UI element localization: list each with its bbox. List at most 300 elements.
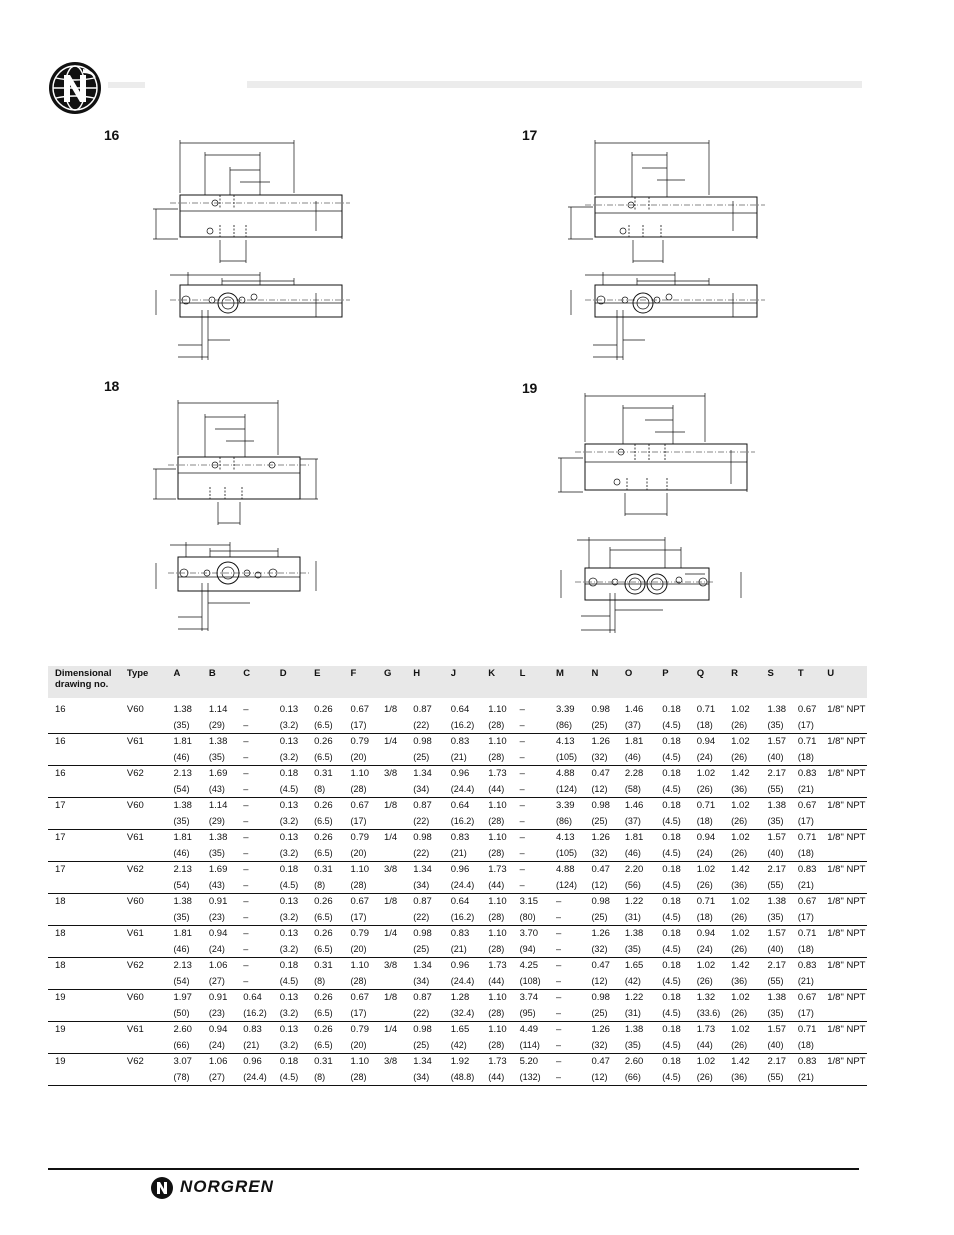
table-cell (344, 894, 377, 926)
cell-value-inch: 0.18 (662, 864, 681, 875)
cell-value-inch: 1.02 (696, 1056, 716, 1067)
cell-value-inch: 0.18 (279, 768, 299, 779)
cell-value-mm: (124) (556, 783, 578, 794)
table-cell (513, 958, 549, 990)
header-bar-left (108, 82, 145, 88)
cell-value-mm: (18) (696, 911, 713, 922)
table-cell (344, 862, 377, 894)
cell-value-inch: 0.13 (279, 992, 299, 1003)
cell-value-mm: (44) (488, 975, 505, 986)
cell-value-mm (384, 910, 406, 926)
cell-value-inch: V62 (126, 768, 144, 779)
table-cell (120, 862, 167, 894)
cell-value-inch: 1.02 (696, 960, 716, 971)
table-cell (724, 894, 760, 926)
table-cell (820, 958, 867, 990)
cell-value-inch: V60 (126, 704, 144, 715)
cell-value-inch: 0.67 (350, 704, 370, 715)
table-cell (120, 798, 167, 830)
table-cell (690, 830, 724, 862)
cell-value-inch: 18 (55, 960, 66, 971)
cell-value-inch: 1.73 (488, 1056, 507, 1067)
cell-value-mm: (8) (314, 975, 326, 986)
cell-value-mm (827, 1038, 867, 1054)
cell-value-mm: (55) (767, 975, 784, 986)
cell-value-inch: 4.13 (556, 832, 575, 843)
cell-value-mm (827, 878, 867, 894)
table-cell (690, 766, 724, 798)
cell-value-mm: (6.5) (314, 1007, 333, 1018)
table-cell (655, 798, 689, 830)
cell-value-mm: (16.2) (450, 911, 475, 922)
column-header: T (797, 668, 804, 679)
table-cell (724, 798, 760, 830)
cell-value-mm: (28) (350, 975, 367, 986)
cell-value-inch: 2.60 (624, 1056, 644, 1067)
cell-value-mm (55, 942, 120, 958)
table-cell (166, 862, 201, 894)
cell-value-mm: (6.5) (314, 847, 333, 858)
cell-value-mm: (22) (413, 911, 430, 922)
cell-value-mm (127, 782, 167, 798)
table-cell (273, 990, 307, 1022)
table-cell (820, 1054, 867, 1086)
table-cell (273, 830, 307, 862)
table-cell (236, 1022, 272, 1054)
cell-value-inch: 0.18 (662, 1024, 681, 1035)
cell-value-inch: 0.71 (797, 832, 817, 843)
cell-value-inch: 1/8 (383, 800, 398, 811)
cell-value-inch: 0.47 (591, 864, 610, 875)
cell-value-inch: 1.02 (696, 864, 716, 875)
drawing-19-diagram (555, 388, 765, 638)
table-cell (444, 1022, 481, 1054)
table-cell (307, 1022, 343, 1054)
table-cell (761, 830, 791, 862)
cell-value-inch: 0.87 (413, 896, 432, 907)
table-row (48, 990, 867, 1022)
table-cell (406, 734, 443, 766)
cell-value-inch: – (243, 704, 249, 715)
cell-value-mm: (6.5) (314, 815, 333, 826)
cell-value-inch: 1.38 (208, 832, 228, 843)
cell-value-mm: (54) (173, 783, 190, 794)
cell-value-inch: 1.65 (624, 960, 644, 971)
table-cell (481, 990, 512, 1022)
table-cell (273, 798, 307, 830)
cell-value-mm: (35) (624, 1039, 641, 1050)
table-cell (584, 894, 617, 926)
cell-value-inch: 0.26 (314, 800, 333, 811)
cell-value-mm (55, 782, 120, 798)
cell-value-inch: 0.13 (279, 928, 299, 939)
cell-value-mm (384, 1038, 406, 1054)
cell-value-mm: (4.5) (662, 719, 681, 730)
cell-value-mm: (35) (767, 911, 784, 922)
table-cell (344, 1022, 377, 1054)
cell-value-mm: (3.2) (279, 943, 299, 954)
cell-value-mm (827, 1070, 867, 1086)
cell-value-inch: 1.38 (767, 992, 787, 1003)
cell-value-mm: (24) (696, 751, 713, 762)
table-cell (820, 862, 867, 894)
cell-value-mm: (35) (173, 911, 190, 922)
table-cell (273, 734, 307, 766)
table-cell (655, 958, 689, 990)
table-cell (481, 830, 512, 862)
table-cell (791, 1054, 820, 1086)
table-cell (481, 798, 512, 830)
cell-value-inch: 1.92 (450, 1056, 470, 1067)
table-cell (273, 1022, 307, 1054)
cell-value-inch: 3/8 (383, 864, 398, 875)
table-cell (48, 1022, 120, 1054)
cell-value-mm: (17) (350, 815, 367, 826)
table-cell (120, 698, 167, 734)
cell-value-inch: 0.31 (314, 864, 333, 875)
table-cell (406, 798, 443, 830)
cell-value-mm: (55) (767, 879, 784, 890)
table-cell (202, 894, 236, 926)
cell-value-mm: (95) (519, 1007, 536, 1018)
cell-value-inch: 0.98 (413, 736, 432, 747)
cell-value-inch: 1.38 (208, 736, 228, 747)
cell-value-inch: 0.18 (662, 1056, 681, 1067)
cell-value-mm (55, 814, 120, 830)
cell-value-inch: 1.10 (488, 704, 507, 715)
cell-value-inch: 4.88 (556, 768, 575, 779)
table-cell (166, 990, 201, 1022)
table-cell (377, 766, 406, 798)
cell-value-mm: (4.5) (662, 1007, 681, 1018)
table-cell (202, 734, 236, 766)
table-cell (48, 862, 120, 894)
cell-value-mm: (18) (797, 943, 814, 954)
cell-value-inch: – (243, 896, 249, 907)
cell-value-mm: (28) (488, 911, 505, 922)
cell-value-mm: (3.2) (279, 1007, 299, 1018)
table-cell (761, 894, 791, 926)
cell-value-mm: (33.6) (696, 1007, 721, 1018)
cell-value-inch: 1.38 (173, 896, 192, 907)
table-cell (690, 798, 724, 830)
table-cell (618, 798, 655, 830)
cell-value-mm: (22) (413, 719, 430, 730)
table-cell (724, 698, 760, 734)
table-cell (690, 698, 724, 734)
table-cell (791, 1022, 820, 1054)
cell-value-inch: 0.13 (279, 800, 299, 811)
table-cell (791, 926, 820, 958)
cell-value-mm: (25) (413, 751, 430, 762)
cell-value-inch: 0.18 (662, 736, 681, 747)
cell-value-inch: 0.13 (279, 736, 299, 747)
table-cell (481, 894, 512, 926)
table-cell (236, 990, 272, 1022)
cell-value-mm: (34) (413, 879, 430, 890)
cell-value-mm: (17) (350, 719, 367, 730)
cell-value-mm: – (243, 751, 249, 762)
table-cell (202, 926, 236, 958)
column-header: A (173, 668, 181, 679)
brand-name: NORGREN (180, 1177, 274, 1196)
cell-value-mm (55, 1070, 120, 1086)
drawing-label-18: 18 (104, 378, 119, 394)
cell-value-inch: 19 (55, 1024, 66, 1035)
table-cell (481, 766, 512, 798)
cell-value-inch: 0.67 (350, 992, 370, 1003)
cell-value-mm: (18) (797, 751, 814, 762)
table-cell (344, 830, 377, 862)
cell-value-inch: 0.64 (450, 704, 470, 715)
cell-value-mm (827, 782, 867, 798)
cell-value-mm: (24.4) (450, 783, 475, 794)
cell-value-inch: 0.31 (314, 960, 333, 971)
cell-value-mm: (26) (731, 1007, 748, 1018)
header-bar-right (247, 81, 862, 88)
table-cell (377, 958, 406, 990)
cell-value-mm: (26) (731, 719, 748, 730)
table-cell (549, 894, 584, 926)
table-cell (549, 1054, 584, 1086)
table-cell (406, 830, 443, 862)
cell-value-mm: (26) (696, 783, 713, 794)
cell-value-inch: 19 (55, 992, 66, 1003)
table-cell (513, 734, 549, 766)
cell-value-mm: (12) (591, 783, 608, 794)
cell-value-inch: 0.79 (350, 832, 370, 843)
cell-value-mm: (35) (767, 1007, 784, 1018)
cell-value-mm (127, 942, 167, 958)
cell-value-inch: 1.81 (173, 832, 192, 843)
cell-value-inch: V60 (126, 992, 144, 1003)
cell-value-inch: 1.10 (350, 1056, 370, 1067)
drawing-16-diagram (150, 135, 355, 365)
cell-value-inch: 1.02 (731, 736, 750, 747)
cell-value-inch: 1.38 (767, 800, 787, 811)
cell-value-inch: 0.18 (662, 928, 681, 939)
table-cell (48, 1054, 120, 1086)
cell-value-inch: 0.94 (696, 832, 716, 843)
cell-value-inch: 1/8" NPT (827, 864, 866, 875)
table-cell (724, 958, 760, 990)
table-cell (377, 1022, 406, 1054)
cell-value-mm: (58) (624, 783, 641, 794)
cell-value-inch: 0.98 (591, 704, 610, 715)
table-cell (549, 766, 584, 798)
cell-value-mm: – (243, 879, 249, 890)
cell-value-inch: 1.46 (624, 800, 644, 811)
cell-value-inch: V61 (126, 832, 144, 843)
table-cell (202, 1054, 236, 1086)
cell-value-mm: (44) (696, 1039, 713, 1050)
cell-value-mm: – (556, 1007, 562, 1018)
cell-value-inch: 0.64 (450, 896, 470, 907)
table-cell (655, 990, 689, 1022)
cell-value-mm: (28) (350, 1071, 367, 1082)
table-cell (307, 926, 343, 958)
table-cell (307, 798, 343, 830)
cell-value-inch: 0.31 (314, 1056, 333, 1067)
cell-value-mm: (32) (591, 847, 608, 858)
table-row (48, 1022, 867, 1054)
table-cell (820, 926, 867, 958)
table-cell (444, 862, 481, 894)
table-cell (761, 926, 791, 958)
cell-value-inch: 1/8" NPT (827, 832, 866, 843)
table-cell (618, 926, 655, 958)
cell-value-mm (55, 878, 120, 894)
cell-value-mm: (28) (350, 879, 367, 890)
table-cell (406, 894, 443, 926)
cell-value-inch: 16 (55, 736, 66, 747)
drawing-label-17: 17 (522, 127, 537, 143)
cell-value-inch: 0.94 (208, 928, 228, 939)
cell-value-inch: 1.46 (624, 704, 644, 715)
cell-value-mm: (28) (488, 1007, 505, 1018)
cell-value-inch: – (243, 800, 249, 811)
cell-value-inch: 1.14 (208, 800, 228, 811)
cell-value-mm: (20) (350, 751, 367, 762)
cell-value-inch: 1.42 (731, 1056, 750, 1067)
cell-value-inch: 1.10 (488, 800, 507, 811)
table-cell (166, 766, 201, 798)
cell-value-inch: 1.10 (488, 832, 507, 843)
cell-value-mm: (4.5) (662, 879, 681, 890)
table-cell (549, 734, 584, 766)
cell-value-mm: (24) (696, 847, 713, 858)
column-header: L (519, 668, 526, 679)
cell-value-mm (55, 910, 120, 926)
cell-value-mm: – (243, 911, 249, 922)
table-cell (236, 926, 272, 958)
cell-value-mm: (28) (488, 943, 505, 954)
cell-value-mm: (28) (488, 847, 505, 858)
cell-value-mm: (43) (208, 783, 225, 794)
cell-value-inch: 1.81 (624, 832, 644, 843)
table-cell (166, 1054, 201, 1086)
table-cell (273, 1054, 307, 1086)
table-cell (820, 698, 867, 734)
cell-value-mm: (8) (314, 1071, 326, 1082)
cell-value-inch: 0.18 (279, 1056, 299, 1067)
footer-brand-logo (150, 1176, 290, 1198)
cell-value-inch: 17 (55, 832, 66, 843)
cell-value-inch: 1.57 (767, 832, 787, 843)
table-cell (166, 734, 201, 766)
cell-value-mm: (35) (624, 943, 641, 954)
cell-value-inch: 0.71 (696, 800, 716, 811)
cell-value-inch: 1.34 (413, 960, 432, 971)
cell-value-mm: (16.2) (450, 719, 475, 730)
cell-value-mm (827, 1006, 867, 1022)
cell-value-mm: (25) (413, 1039, 430, 1050)
table-cell (444, 830, 481, 862)
cell-value-mm: (44) (488, 879, 505, 890)
cell-value-mm: (29) (208, 719, 225, 730)
cell-value-inch: 0.83 (243, 1024, 262, 1035)
table-cell (344, 698, 377, 734)
cell-value-mm: (40) (767, 943, 784, 954)
cell-value-inch: 1.42 (731, 864, 750, 875)
table-cell (344, 958, 377, 990)
table-cell (549, 1022, 584, 1054)
cell-value-inch: 1/8 (383, 896, 398, 907)
cell-value-inch: 0.87 (413, 704, 432, 715)
cell-value-inch: 0.67 (350, 896, 370, 907)
cell-value-mm: (21) (450, 943, 467, 954)
cell-value-mm: (21) (797, 783, 814, 794)
cell-value-inch: V60 (126, 896, 144, 907)
cell-value-mm: (3.2) (279, 815, 299, 826)
cell-value-mm: – (519, 751, 525, 762)
cell-value-mm: (17) (797, 1007, 814, 1018)
cell-value-inch: V61 (126, 928, 144, 939)
cell-value-mm (127, 1006, 167, 1022)
table-cell (761, 698, 791, 734)
cell-value-inch: 1.38 (767, 896, 787, 907)
table-cell (513, 990, 549, 1022)
cell-value-mm (384, 1006, 406, 1022)
cell-value-inch: – (556, 1024, 562, 1035)
cell-value-inch: 0.67 (797, 704, 817, 715)
table-cell (236, 798, 272, 830)
table-cell (481, 1022, 512, 1054)
cell-value-inch: 16 (55, 768, 66, 779)
table-cell (791, 958, 820, 990)
cell-value-inch: – (556, 928, 562, 939)
table-cell (202, 766, 236, 798)
cell-value-inch: 3/8 (383, 768, 398, 779)
table-row (48, 734, 867, 766)
table-cell (307, 766, 343, 798)
cell-value-mm (55, 1038, 120, 1054)
table-cell (549, 698, 584, 734)
cell-value-inch: 0.98 (591, 800, 610, 811)
cell-value-mm: (6.5) (314, 943, 333, 954)
footer-rule (48, 1168, 859, 1170)
cell-value-inch: 0.18 (279, 864, 299, 875)
cell-value-inch: 1.97 (173, 992, 192, 1003)
cell-value-mm: (36) (731, 783, 748, 794)
table-cell (406, 926, 443, 958)
table-cell (307, 1054, 343, 1086)
table-cell (791, 698, 820, 734)
table-cell (584, 830, 617, 862)
cell-value-inch: 1/8" NPT (827, 896, 866, 907)
cell-value-mm: (4.5) (662, 1039, 681, 1050)
column-header: G (383, 668, 392, 679)
cell-value-inch: 1.10 (488, 1024, 507, 1035)
cell-value-mm (55, 846, 120, 862)
cell-value-mm: (34) (413, 1071, 430, 1082)
cell-value-mm (827, 718, 867, 734)
table-cell (549, 958, 584, 990)
cell-value-inch: 0.18 (279, 960, 299, 971)
cell-value-mm: (3.2) (279, 1039, 299, 1050)
table-cell (444, 1054, 481, 1086)
cell-value-inch: 1.73 (488, 960, 507, 971)
cell-value-inch: 5.20 (519, 1056, 539, 1067)
cell-value-mm (55, 1006, 120, 1022)
cell-value-inch: 1.02 (731, 704, 750, 715)
table-cell (273, 926, 307, 958)
table-cell (513, 1022, 549, 1054)
cell-value-inch: 0.18 (662, 768, 681, 779)
cell-value-mm: (50) (173, 1007, 190, 1018)
cell-value-inch: 1/8" NPT (827, 1056, 866, 1067)
cell-value-inch: 1.26 (591, 1024, 610, 1035)
